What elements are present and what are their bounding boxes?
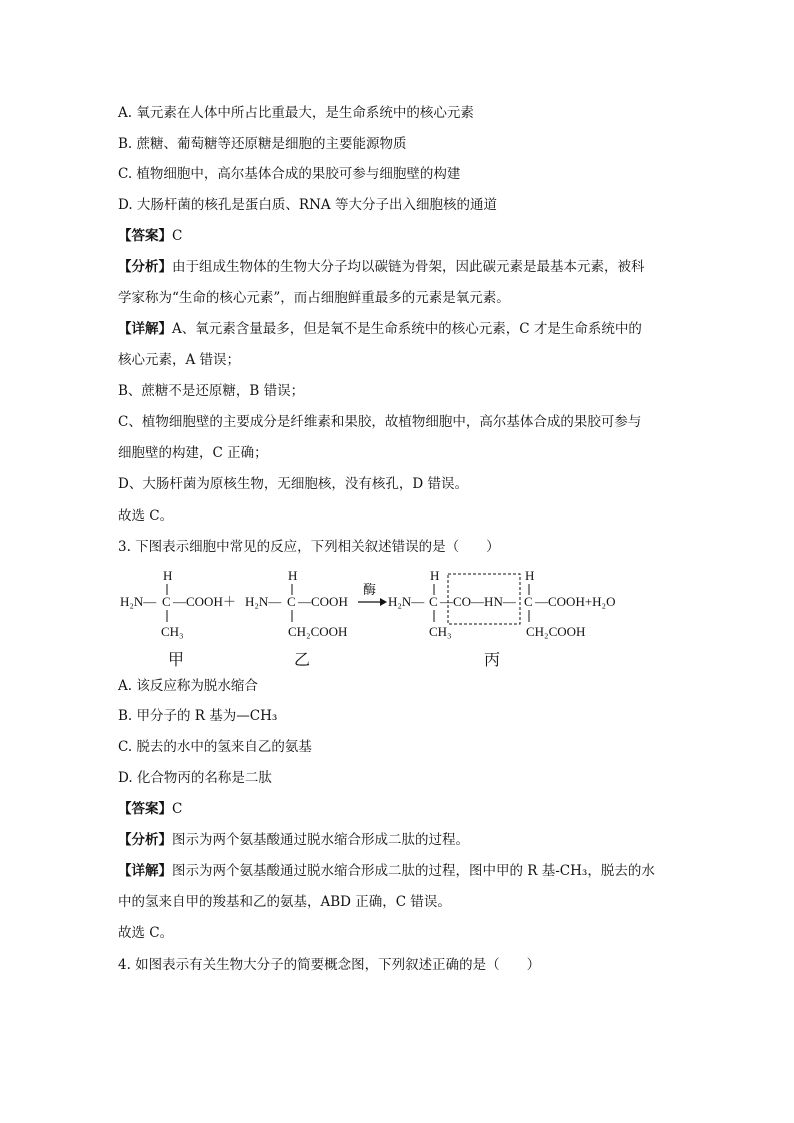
answer-tag: 【答案】 bbox=[118, 801, 172, 817]
peptide-reaction-diagram bbox=[118, 562, 638, 672]
q2-detail-line-2: 核心元素，A 错误； bbox=[118, 352, 241, 368]
q2-option-d: D. 大肠杆菌的核孔是蛋白质、RNA 等大分子出入细胞核的通道 bbox=[118, 197, 497, 213]
enzyme-label: 酶 bbox=[363, 582, 377, 597]
q2-detail-line-6: D、大肠杆菌为原核生物，无细胞核，没有核孔，D 错误。 bbox=[118, 476, 468, 492]
label-yi: 乙 bbox=[294, 650, 311, 669]
analysis-text: 由于组成生物体的生物大分子均以碳链为骨架，因此碳元素是最基本元素，被科 bbox=[172, 259, 645, 275]
q3-conclusion: 故选 C。 bbox=[118, 925, 174, 941]
q2-analysis-line-2: 学家称为“生命的核心元素”，而占细胞鲜重最多的元素是氧元素。 bbox=[118, 290, 510, 306]
q3-detail-line-1 bbox=[118, 862, 655, 880]
detail-tag: 【详解】 bbox=[118, 321, 172, 337]
q3-analysis bbox=[118, 831, 469, 849]
yi-c: C bbox=[287, 594, 296, 609]
q2-option-c: C. 植物细胞中，高尔基体合成的果胶可参与细胞壁的构建 bbox=[118, 166, 461, 182]
detail-text: A、氧元素含量最多，但是氧不是生命系统中的核心元素，C 才是生命系统中的 bbox=[172, 321, 642, 337]
jia-r-group: CH₃ bbox=[161, 624, 184, 639]
yi-r-group: CH₂COOH bbox=[288, 624, 348, 639]
label-bing: 丙 bbox=[484, 650, 501, 669]
q4-stem: 4. 如图表示有关生物大分子的简要概念图，下列叙述正确的是（ ） bbox=[118, 957, 541, 973]
bing-c-left: C bbox=[429, 594, 438, 609]
jia-amino: H₂N— bbox=[120, 594, 157, 609]
q3-option-d: D. 化合物丙的名称是二肽 bbox=[118, 770, 272, 786]
bing-h-left: H bbox=[430, 568, 440, 583]
q3-option-a: A. 该反应称为脱水缩合 bbox=[118, 678, 258, 694]
bing-c-right: C bbox=[524, 594, 533, 609]
bing-r-left: CH₃ bbox=[429, 624, 452, 639]
q2-detail-line-5: 细胞壁的构建，C 正确； bbox=[118, 445, 268, 461]
yi-carboxyl: —COOH bbox=[298, 594, 348, 609]
q3-option-c: C. 脱去的水中的氢来自乙的氨基 bbox=[118, 739, 312, 755]
analysis-text: 图示为两个氨基酸通过脱水缩合形成二肽的过程。 bbox=[172, 832, 469, 848]
label-jia: 甲 bbox=[168, 650, 185, 669]
q2-conclusion: 故选 C。 bbox=[118, 508, 174, 524]
q3-option-b: B. 甲分子的 R 基为—CH₃ bbox=[118, 708, 278, 724]
answer-tag: 【答案】 bbox=[118, 228, 172, 244]
answer-value: C bbox=[172, 228, 183, 244]
q2-detail-line-4: C、植物细胞壁的主要成分是纤维素和果胶，故植物细胞中，高尔基体合成的果胶可参与 bbox=[118, 414, 642, 430]
answer-value: C bbox=[172, 801, 183, 817]
arrow-head bbox=[380, 598, 387, 606]
q2-detail-line-3: B、蔗糖不是还原糖，B 错误； bbox=[118, 383, 305, 399]
yi-h: H bbox=[288, 568, 298, 583]
bing-h-right: H bbox=[525, 568, 535, 583]
bing-carboxyl-water: —COOH+H₂O bbox=[535, 594, 616, 609]
detail-tag: 【详解】 bbox=[118, 863, 172, 879]
peptide-bond: —CO—HN— bbox=[440, 594, 516, 609]
q3-answer bbox=[118, 800, 182, 818]
q2-answer bbox=[118, 227, 182, 245]
q2-detail-line-1 bbox=[118, 320, 642, 338]
bing-r-right: CH₂COOH bbox=[526, 624, 586, 639]
analysis-tag: 【分析】 bbox=[118, 259, 172, 275]
yi-amino: H₂N— bbox=[245, 594, 282, 609]
q2-option-b: B. 蔗糖、葡萄糖等还原糖是细胞的主要能源物质 bbox=[118, 136, 407, 152]
q2-option-a: A. 氧元素在人体中所占比重最大，是生命系统中的核心元素 bbox=[118, 105, 474, 121]
q3-detail-line-2: 中的氢来自甲的羧基和乙的氨基，ABD 正确，C 错误。 bbox=[118, 894, 451, 910]
bing-amino: H₂N— bbox=[388, 594, 425, 609]
jia-c: C bbox=[162, 594, 171, 609]
q2-analysis-line-1 bbox=[118, 258, 645, 276]
detail-text: 图示为两个氨基酸通过脱水缩合形成二肽的过程，图中甲的 R 基-CH₃，脱去的水 bbox=[172, 863, 655, 879]
jia-h: H bbox=[163, 568, 173, 583]
analysis-tag: 【分析】 bbox=[118, 832, 172, 848]
jia-carboxyl: —COOH＋ bbox=[173, 594, 236, 609]
q3-stem: 3. 下图表示细胞中常见的反应，下列相关叙述错误的是（ ） bbox=[118, 539, 500, 555]
